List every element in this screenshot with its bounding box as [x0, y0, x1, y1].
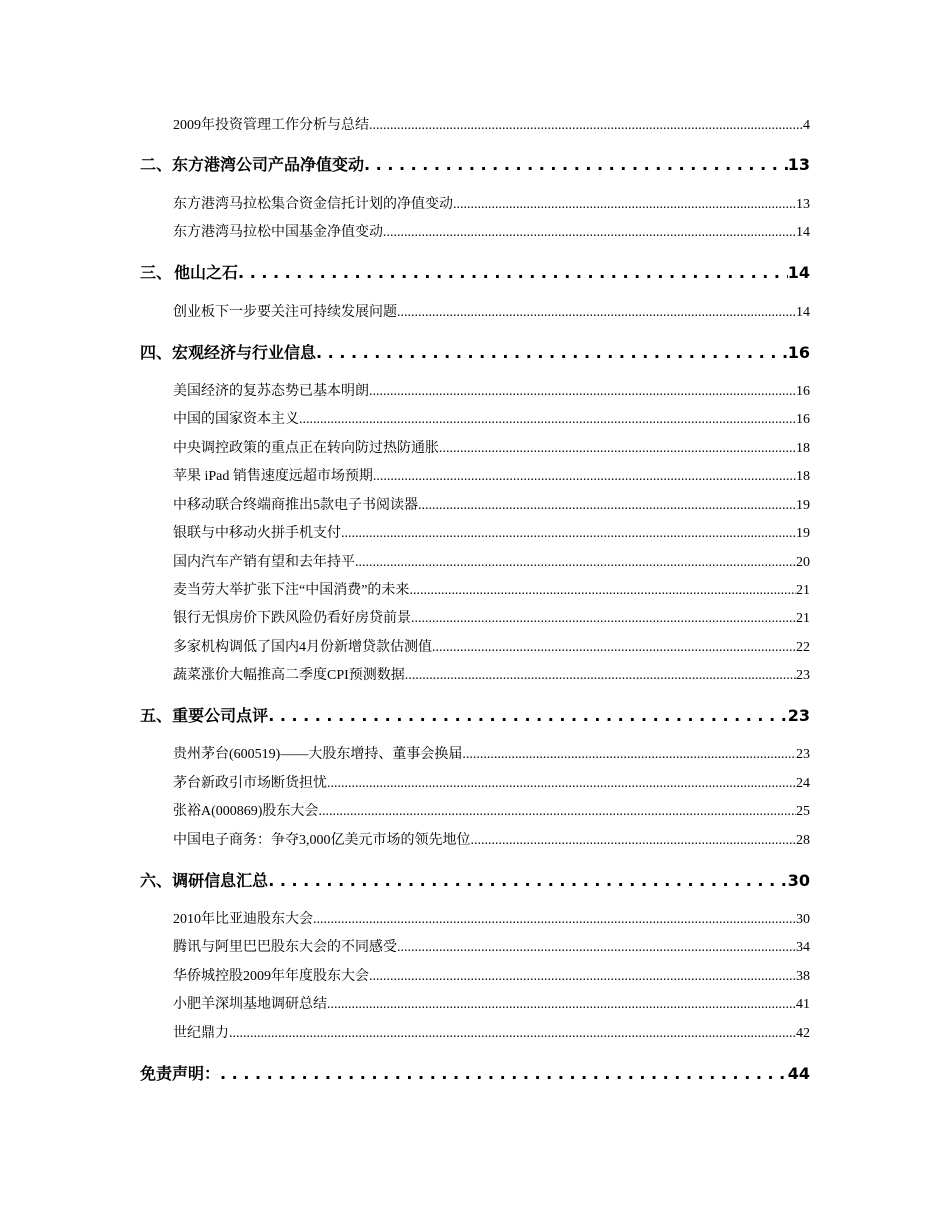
toc-item[interactable]: [173, 908, 810, 928]
toc-item-page: 14: [796, 225, 810, 240]
toc-item[interactable]: [173, 800, 810, 820]
toc-item-title: 蔬菜涨价大幅推高二季度CPI预测数据: [173, 668, 405, 683]
disclaimer-title: 免责声明：: [140, 1064, 221, 1083]
section-page: 14: [787, 263, 810, 282]
section-page: 13: [787, 155, 810, 174]
toc-section-heading[interactable]: [140, 340, 810, 363]
dot-leader: [316, 343, 788, 362]
dot-leader: [327, 997, 796, 1013]
toc-item-title: 多家机构调低了国内4月份新增贷款估测值: [173, 640, 432, 655]
section-title: 东方港湾公司产品净值变动: [172, 155, 365, 174]
toc-item-title: 腾讯与阿里巴巴股东大会的不同感受: [173, 940, 397, 955]
toc-item[interactable]: [173, 522, 810, 542]
dot-leader: [229, 1026, 796, 1042]
toc-item-page: 21: [796, 583, 810, 598]
toc-item-page: 22: [796, 640, 810, 655]
toc-section-heading[interactable]: [140, 868, 810, 891]
section-number: 三、: [140, 263, 173, 282]
dot-leader: [432, 640, 796, 656]
toc-item-page: 19: [796, 526, 810, 541]
toc-item[interactable]: [173, 380, 810, 400]
toc-item[interactable]: [173, 408, 810, 428]
dot-leader: [364, 155, 788, 174]
toc-item-title: 中国的国家资本主义: [173, 412, 299, 427]
dot-leader: [397, 305, 796, 321]
toc-item-page: 20: [796, 555, 810, 570]
dot-leader: [238, 263, 788, 282]
section-page: 30: [787, 871, 810, 890]
dot-leader: [397, 940, 796, 956]
disclaimer-page: 44: [787, 1064, 810, 1083]
toc-item[interactable]: [173, 193, 810, 213]
toc-item[interactable]: [173, 936, 810, 956]
toc-item[interactable]: [173, 551, 810, 571]
toc-item-title: 小肥羊深圳基地调研总结: [173, 997, 327, 1012]
toc-section-heading[interactable]: [140, 260, 810, 283]
dot-leader: [453, 197, 796, 213]
section-number: 六、: [140, 871, 173, 890]
toc-item-title: 张裕A(000869)股东大会: [173, 804, 319, 819]
toc-item[interactable]: [173, 437, 810, 457]
toc-item[interactable]: [173, 579, 810, 599]
toc-item-page: 23: [796, 747, 810, 762]
dot-leader: [405, 668, 796, 684]
toc-item[interactable]: [173, 494, 810, 514]
toc-item-title: 世纪鼎力: [173, 1026, 229, 1041]
toc-item-title: 银联与中移动火拼手机支付: [173, 526, 341, 541]
dot-leader: [383, 225, 796, 241]
toc-item[interactable]: [173, 465, 810, 485]
toc-item-page: 4: [803, 118, 810, 133]
toc-item[interactable]: [173, 221, 810, 241]
toc-item-page: 21: [796, 611, 810, 626]
toc-item[interactable]: [173, 965, 810, 985]
toc-section-heading[interactable]: [140, 152, 810, 175]
dot-leader: [268, 871, 788, 890]
toc-item[interactable]: [173, 636, 810, 656]
dot-leader: [318, 804, 796, 820]
toc-item[interactable]: [173, 114, 810, 134]
section-title: 重要公司点评: [172, 706, 269, 725]
dot-leader: [327, 776, 796, 792]
toc-item-page: 16: [796, 412, 810, 427]
toc-item-title: 茅台新政引市场断货担忧: [173, 776, 327, 791]
toc-item-page: 28: [796, 833, 810, 848]
toc-item-page: 14: [796, 305, 810, 320]
dot-leader: [369, 118, 803, 134]
toc-item-title: 美国经济的复苏态势已基本明朗: [173, 384, 369, 399]
toc-item-title: 东方港湾马拉松中国基金净值变动: [173, 225, 383, 240]
dot-leader: [411, 611, 796, 627]
toc-section-heading[interactable]: [140, 703, 810, 726]
toc-item-page: 38: [796, 969, 810, 984]
section-number: 四、: [140, 343, 173, 362]
toc-item-title: 国内汽车产销有望和去年持平: [173, 555, 355, 570]
toc-item-page: 30: [796, 912, 810, 927]
toc-item-title: 创业板下一步要关注可持续发展问题: [173, 305, 397, 320]
section-page: 23: [787, 706, 810, 725]
dot-leader: [418, 498, 796, 514]
toc-item-page: 34: [796, 940, 810, 955]
dot-leader: [268, 706, 788, 725]
toc-item-page: 23: [796, 668, 810, 683]
toc-item[interactable]: [173, 1022, 810, 1042]
toc-item-page: 25: [796, 804, 810, 819]
dot-leader: [341, 526, 796, 542]
toc-item[interactable]: [173, 993, 810, 1013]
toc-item-page: 18: [796, 441, 810, 456]
toc-item-title: 华侨城控股2009年年度股东大会: [173, 969, 369, 984]
toc-item-page: 16: [796, 384, 810, 399]
toc-item-title: 2010年比亚迪股东大会: [173, 912, 313, 927]
toc-item[interactable]: [173, 743, 810, 763]
toc-item-title: 麦当劳大举扩张下注“中国消费”的未来: [173, 583, 410, 598]
toc-item-title: 银行无惧房价下跌风险仍看好房贷前景: [173, 611, 411, 626]
section-title: 他山之石: [174, 263, 239, 282]
toc-item-page: 24: [796, 776, 810, 791]
dot-leader: [462, 747, 796, 763]
dot-leader: [369, 969, 796, 985]
dot-leader: [313, 912, 796, 928]
dot-leader: [369, 384, 796, 400]
toc-item[interactable]: [173, 772, 810, 792]
dot-leader: [409, 583, 796, 599]
toc-item-title: 中央调控政策的重点正在转向防过热防通胀: [173, 441, 439, 456]
toc-disclaimer-heading[interactable]: [140, 1061, 810, 1084]
toc-item[interactable]: [173, 301, 810, 321]
dot-leader: [299, 412, 796, 428]
toc-item-page: 41: [796, 997, 810, 1012]
toc-item-page: 13: [796, 197, 810, 212]
section-number: 二、: [140, 155, 173, 174]
dot-leader: [220, 1064, 788, 1083]
section-page: 16: [787, 343, 810, 362]
section-number: 五、: [140, 706, 173, 725]
toc-item-title: 东方港湾马拉松集合资金信托计划的净值变动: [173, 197, 453, 212]
dot-leader: [355, 555, 796, 571]
dot-leader: [373, 469, 796, 485]
toc-item-title: 贵州茅台(600519)——大股东增持、董事会换届: [173, 747, 463, 762]
section-title: 调研信息汇总: [172, 871, 269, 890]
section-title: 宏观经济与行业信息: [172, 343, 317, 362]
dot-leader: [439, 441, 796, 457]
toc-item-title: 中移动联合终端商推出5款电子书阅读器: [173, 498, 418, 513]
dot-leader: [471, 833, 797, 849]
toc-item-title: 2009年投资管理工作分析与总结: [173, 118, 369, 133]
toc-item-page: 42: [796, 1026, 810, 1041]
toc-item-page: 18: [796, 469, 810, 484]
toc-item[interactable]: [173, 829, 810, 849]
toc-item-title: 苹果 iPad 销售速度远超市场预期: [173, 469, 373, 484]
toc-item-title: 中国电子商务：争夺3,000亿美元市场的领先地位: [173, 833, 471, 848]
toc-item[interactable]: [173, 664, 810, 684]
toc-item-page: 19: [796, 498, 810, 513]
toc-item[interactable]: [173, 607, 810, 627]
